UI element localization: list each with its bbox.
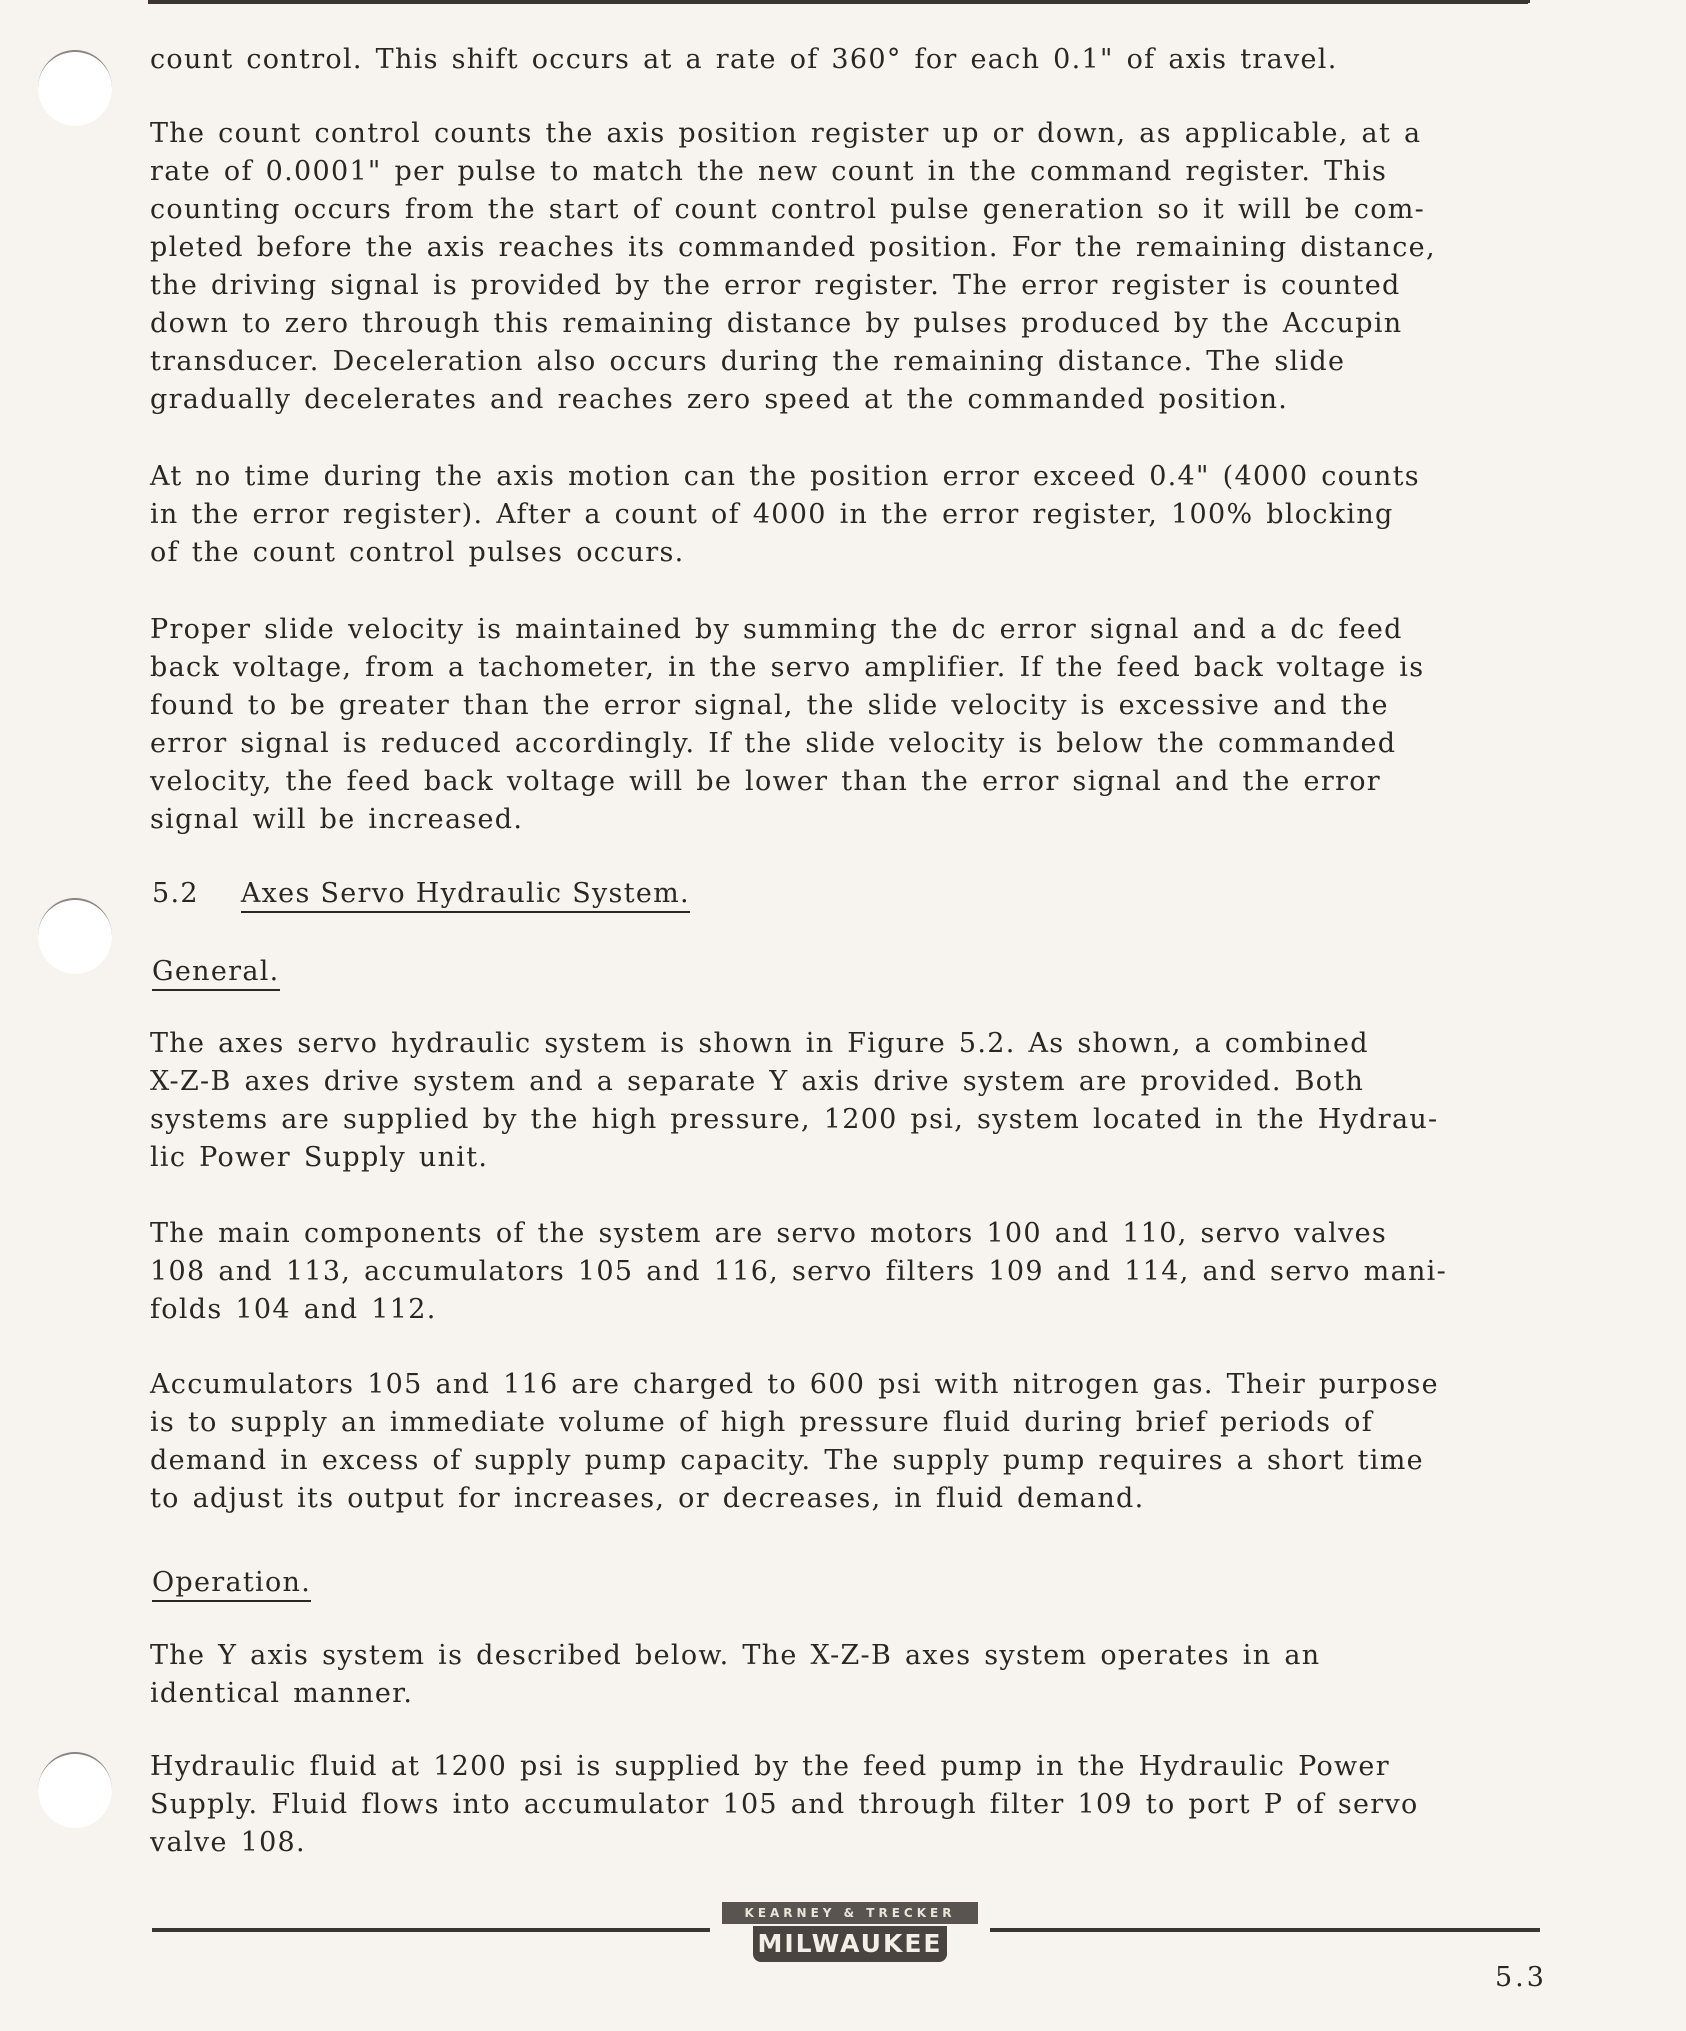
logo-top-text: KEARNEY & TRECKER [722, 1902, 978, 1924]
punch-hole-middle [38, 898, 112, 974]
subheading-operation [152, 1564, 311, 1602]
paragraph-text: Hydraulic fluid at 1200 psi is supplied by the feed pump in the Hydraulic Power Supply. Fluid flows into accumulator 105 and through filter 109 to port P of servo valve 108. [150, 1751, 1419, 1858]
paragraph-continuation [150, 41, 1550, 79]
paragraph-accumulators [150, 1366, 1550, 1518]
section-title: Axes Servo Hydraulic System. [241, 878, 690, 913]
punch-hole-bottom [38, 1752, 112, 1828]
paragraph-text: The main components of the system are servo motors 100 and 110, servo valves 108 and 113, accumulators 105 and 116, servo filters 109 and 114, and servo mani- folds 104 and 112. [150, 1218, 1448, 1325]
paragraph-main-components [150, 1215, 1550, 1329]
paragraph-slide-velocity [150, 611, 1550, 839]
paragraph-text: count control. This shift occurs at a rate of 360° for each 0.1" of axis travel. [150, 44, 1338, 75]
subheading-text: General. [152, 956, 280, 991]
paragraph-text: At no time during the axis motion can the position error exceed 0.4" (4000 counts in the error register). After a count of 4000 in the error register, 100% blocking of the count control pulses occurs. [150, 461, 1420, 568]
subheading-text: Operation. [152, 1567, 311, 1602]
subheading-general [152, 953, 280, 991]
paragraph-y-axis-system [150, 1637, 1550, 1713]
logo-bottom-text: MILWAUKEE [753, 1926, 947, 1962]
footer-rule-left [152, 1928, 710, 1932]
paragraph-count-control [150, 115, 1550, 419]
paragraph-text: Accumulators 105 and 116 are charged to 600 psi with nitrogen gas. Their purpose is to supply an immediate volume of high pressure fluid during brief periods of demand in excess of supply pump capacity. The supply pump requires a short time to adjust its output for increases, or decreases, in fluid demand. [150, 1369, 1439, 1514]
punch-hole-top [38, 50, 112, 126]
paragraph-system-overview [150, 1025, 1550, 1177]
page-number: 5.3 [1495, 1962, 1547, 1993]
paragraph-text: The count control counts the axis position register up or down, as applicable, at a rate of 0.0001" per pulse to match the new count in the command register. This counting occurs from the start of count control pulse generation so it will be com- pleted before the axis reaches its commanded position. For the remaining distance, the driving signal is provided by the error register. The error register is counted down to zero through this remaining distance by pulses produced by the Accupin transducer. Deceleration also occurs during the remaining distance. The slide gradually decelerates and reaches zero speed at the commanded position. [150, 118, 1436, 415]
paragraph-text: The Y axis system is described below. The X-Z-B axes system operates in an identical manner. [150, 1640, 1321, 1709]
footer-rule-right [990, 1928, 1540, 1932]
paragraph-position-error [150, 458, 1550, 572]
section-number: 5.2 [152, 878, 199, 909]
paragraph-hydraulic-fluid [150, 1748, 1550, 1862]
paragraph-text: Proper slide velocity is maintained by summing the dc error signal and a dc feed back voltage, from a tachometer, in the servo amplifier. If the feed back voltage is found to be greater than the error signal, the slide velocity is excessive and the error signal is reduced accordingly. If the slide velocity is below the commanded velocity, the feed back voltage will be lower than the error signal and the error signal will be increased. [150, 614, 1425, 835]
top-rule-right [1290, 0, 1530, 3]
section-heading [152, 875, 690, 913]
paragraph-text: The axes servo hydraulic system is shown in Figure 5.2. As shown, a combined X-Z-B axes drive system and a separate Y axis drive system are provided. Both systems are supplied by the high pressure, 1200 psi, system located in the Hydrau- lic Power Supply unit. [150, 1028, 1439, 1173]
company-logo [722, 1902, 978, 1964]
